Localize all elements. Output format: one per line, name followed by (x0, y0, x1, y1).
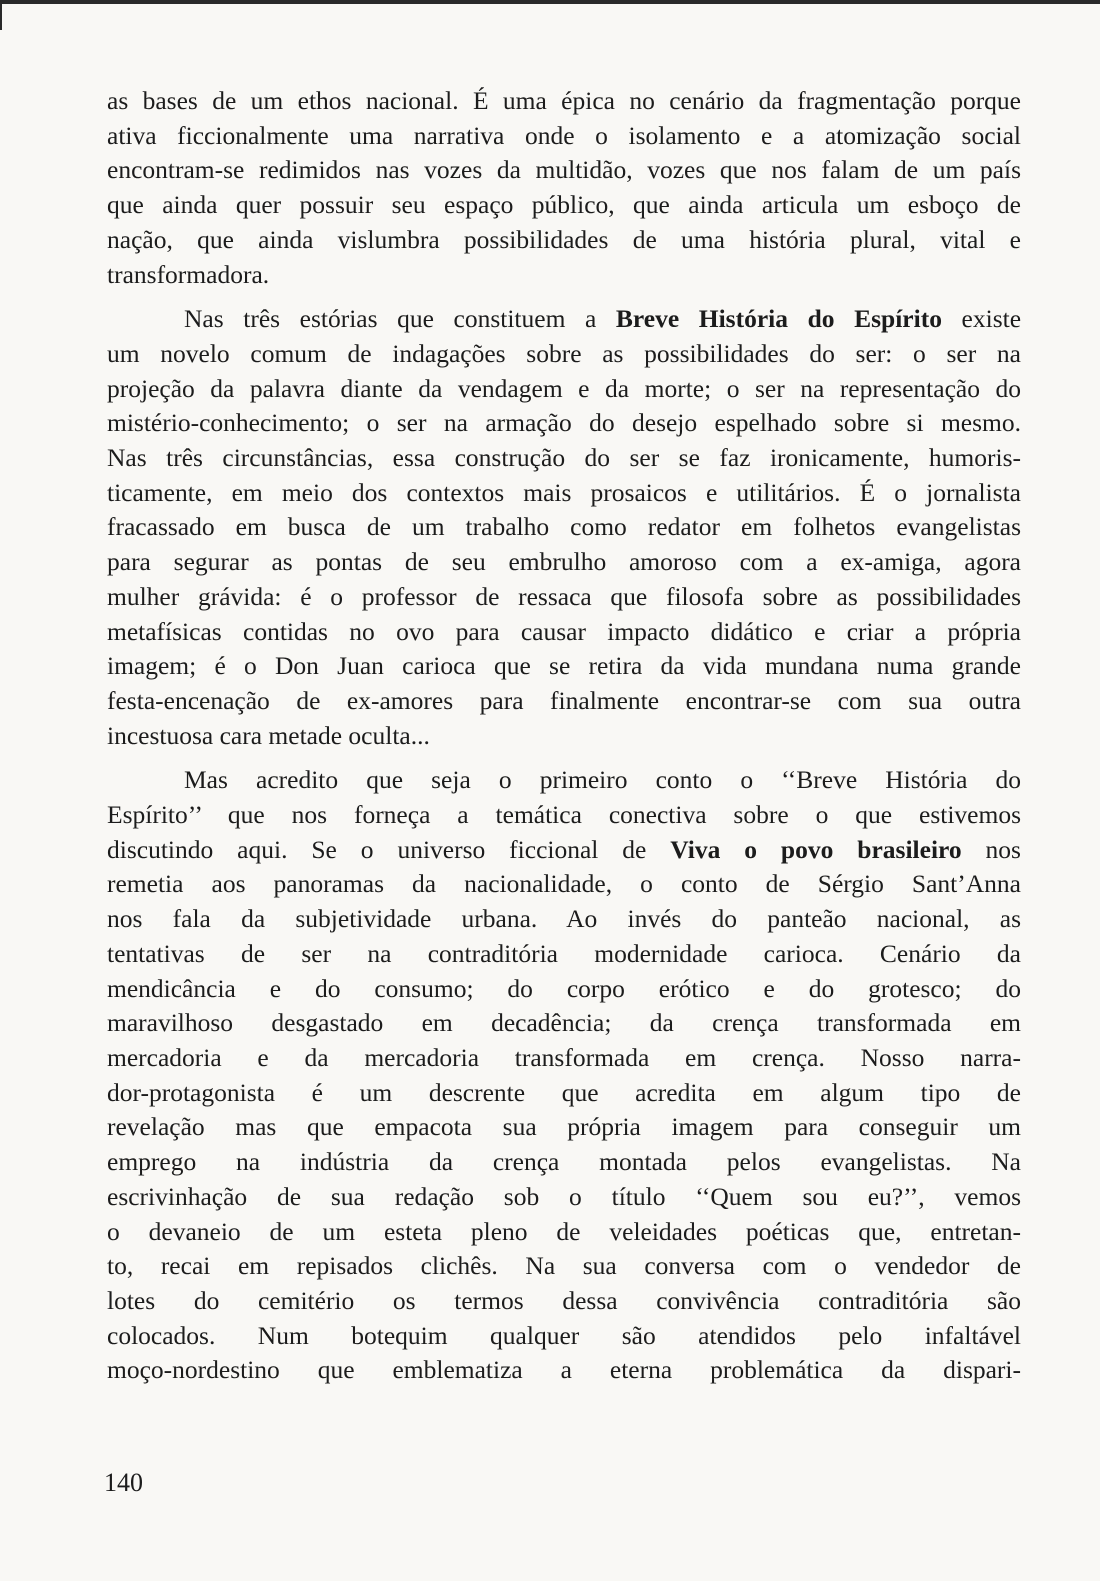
text-line: to, recai em repisados clichês. Na sua conversa com o vendedor de (107, 1251, 1021, 1281)
text-line: moço-nordestino que emblematiza a eterna problemática da dispari- (107, 1355, 1021, 1385)
text-line: fracassado em busca de um trabalho como redator em folhetos evangelistas (107, 512, 1021, 542)
text-line: encontram-se redimidos nas vozes da multidão, vozes que nos falam de um país (107, 155, 1021, 185)
text-line: mendicância e do consumo; do corpo erótico e do grotesco; do (107, 973, 1021, 1003)
text-line: mistério-conhecimento; o ser na armação do desejo espelhado sobre si mesmo. (107, 408, 1021, 438)
text-line: festa-encenação de ex-amores para finalmente encontrar-se com sua outra (107, 685, 1021, 715)
text-line: nos fala da subjetividade urbana. Ao invés do panteão nacional, as (107, 904, 1021, 934)
text-line: projeção da palavra diante da vendagem e da morte; o ser na representação do (107, 373, 1021, 403)
text-line: escrivinhação de sua redação sob o título ‘‘Quem sou eu?’’, vemos (107, 1181, 1021, 1211)
text-line: ticamente, em meio dos contextos mais prosaicos e utilitários. É o jornalista (107, 477, 1021, 507)
text-line: maravilhoso desgastado em decadência; da crença transformada em (107, 1008, 1021, 1038)
text-line: revelação mas que empacota sua própria imagem para conseguir um (107, 1112, 1021, 1142)
text-line: para segurar as pontas de seu embrulho amoroso com a ex-amiga, agora (107, 547, 1021, 577)
paragraph-2 (107, 302, 1021, 753)
text-line: emprego na indústria da crença montada pelos evangelistas. Na (107, 1147, 1021, 1177)
body-text (107, 84, 1021, 1388)
text-fragment: Nas três estórias que constituem a (184, 304, 616, 334)
text-fragment: existe (941, 304, 1022, 334)
text-line: as bases de um ethos nacional. É uma épica no cenário da fragmentação porque (107, 86, 1021, 115)
text-line: mulher grávida: é o professor de ressaca que filosofa sobre as possibilidades (107, 581, 1021, 611)
text-line: remetia aos panoramas da nacionalidade, o conto de Sérgio Sant’Anna (107, 869, 1021, 899)
text-line: nação, que ainda vislumbra possibilidades de uma história plural, vital e (107, 224, 1021, 254)
text-line: que ainda quer possuir seu espaço público, que ainda articula um esboço de (107, 190, 1021, 220)
paragraph-1 (107, 84, 1021, 292)
text-line: um novelo comum de indagações sobre as possibilidades do ser: o ser na (107, 338, 1021, 368)
book-title: Breve História do Espírito (615, 304, 942, 334)
text-line: lotes do cemitério os termos dessa convivência contraditória são (107, 1285, 1021, 1315)
text-fragment: nos (961, 834, 1021, 864)
book-title: Viva o povo brasileiro (670, 834, 962, 864)
text-line: metafísicas contidas no ovo para causar impacto didático e criar a própria (107, 616, 1021, 646)
text-fragment: discutindo aqui. Se o universo ficcional de (107, 834, 671, 864)
text-line: Mas acredito que seja o primeiro conto o ‘‘Breve História do (184, 765, 1021, 795)
text-line: colocados. Num botequim qualquer são atendidos pelo infaltável (107, 1320, 1021, 1350)
page-number: 140 (104, 1468, 143, 1497)
text-line-with-title (107, 833, 1021, 868)
text-line: tentativas de ser na contraditória modernidade carioca. Cenário da (107, 938, 1021, 968)
text-line: ativa ficcionalmente uma narrativa onde o isolamento e a atomização social (107, 120, 1021, 150)
scan-top-edge (0, 0, 1100, 4)
text-line: imagem; é o Don Juan carioca que se retira da vida mundana numa grande (107, 651, 1021, 681)
text-line: mercadoria e da mercadoria transformada em crença. Nosso narra- (107, 1042, 1021, 1072)
paragraph-3 (107, 763, 1021, 1388)
text-line: Nas três circunstâncias, essa construção do ser se faz ironicamente, humoris- (107, 443, 1021, 473)
text-line: transformadora. (107, 259, 270, 289)
text-line: dor-protagonista é um descrente que acredita em algum tipo de (107, 1077, 1021, 1107)
text-line: Espírito’’ que nos forneça a temática conectiva sobre o que estivemos (107, 800, 1021, 830)
text-line: incestuosa cara metade oculta... (107, 720, 430, 750)
text-line: o devaneio de um esteta pleno de veleidades poéticas que, entretan- (107, 1216, 1021, 1246)
scan-left-edge (0, 0, 2, 30)
text-line-with-title (107, 302, 1021, 337)
